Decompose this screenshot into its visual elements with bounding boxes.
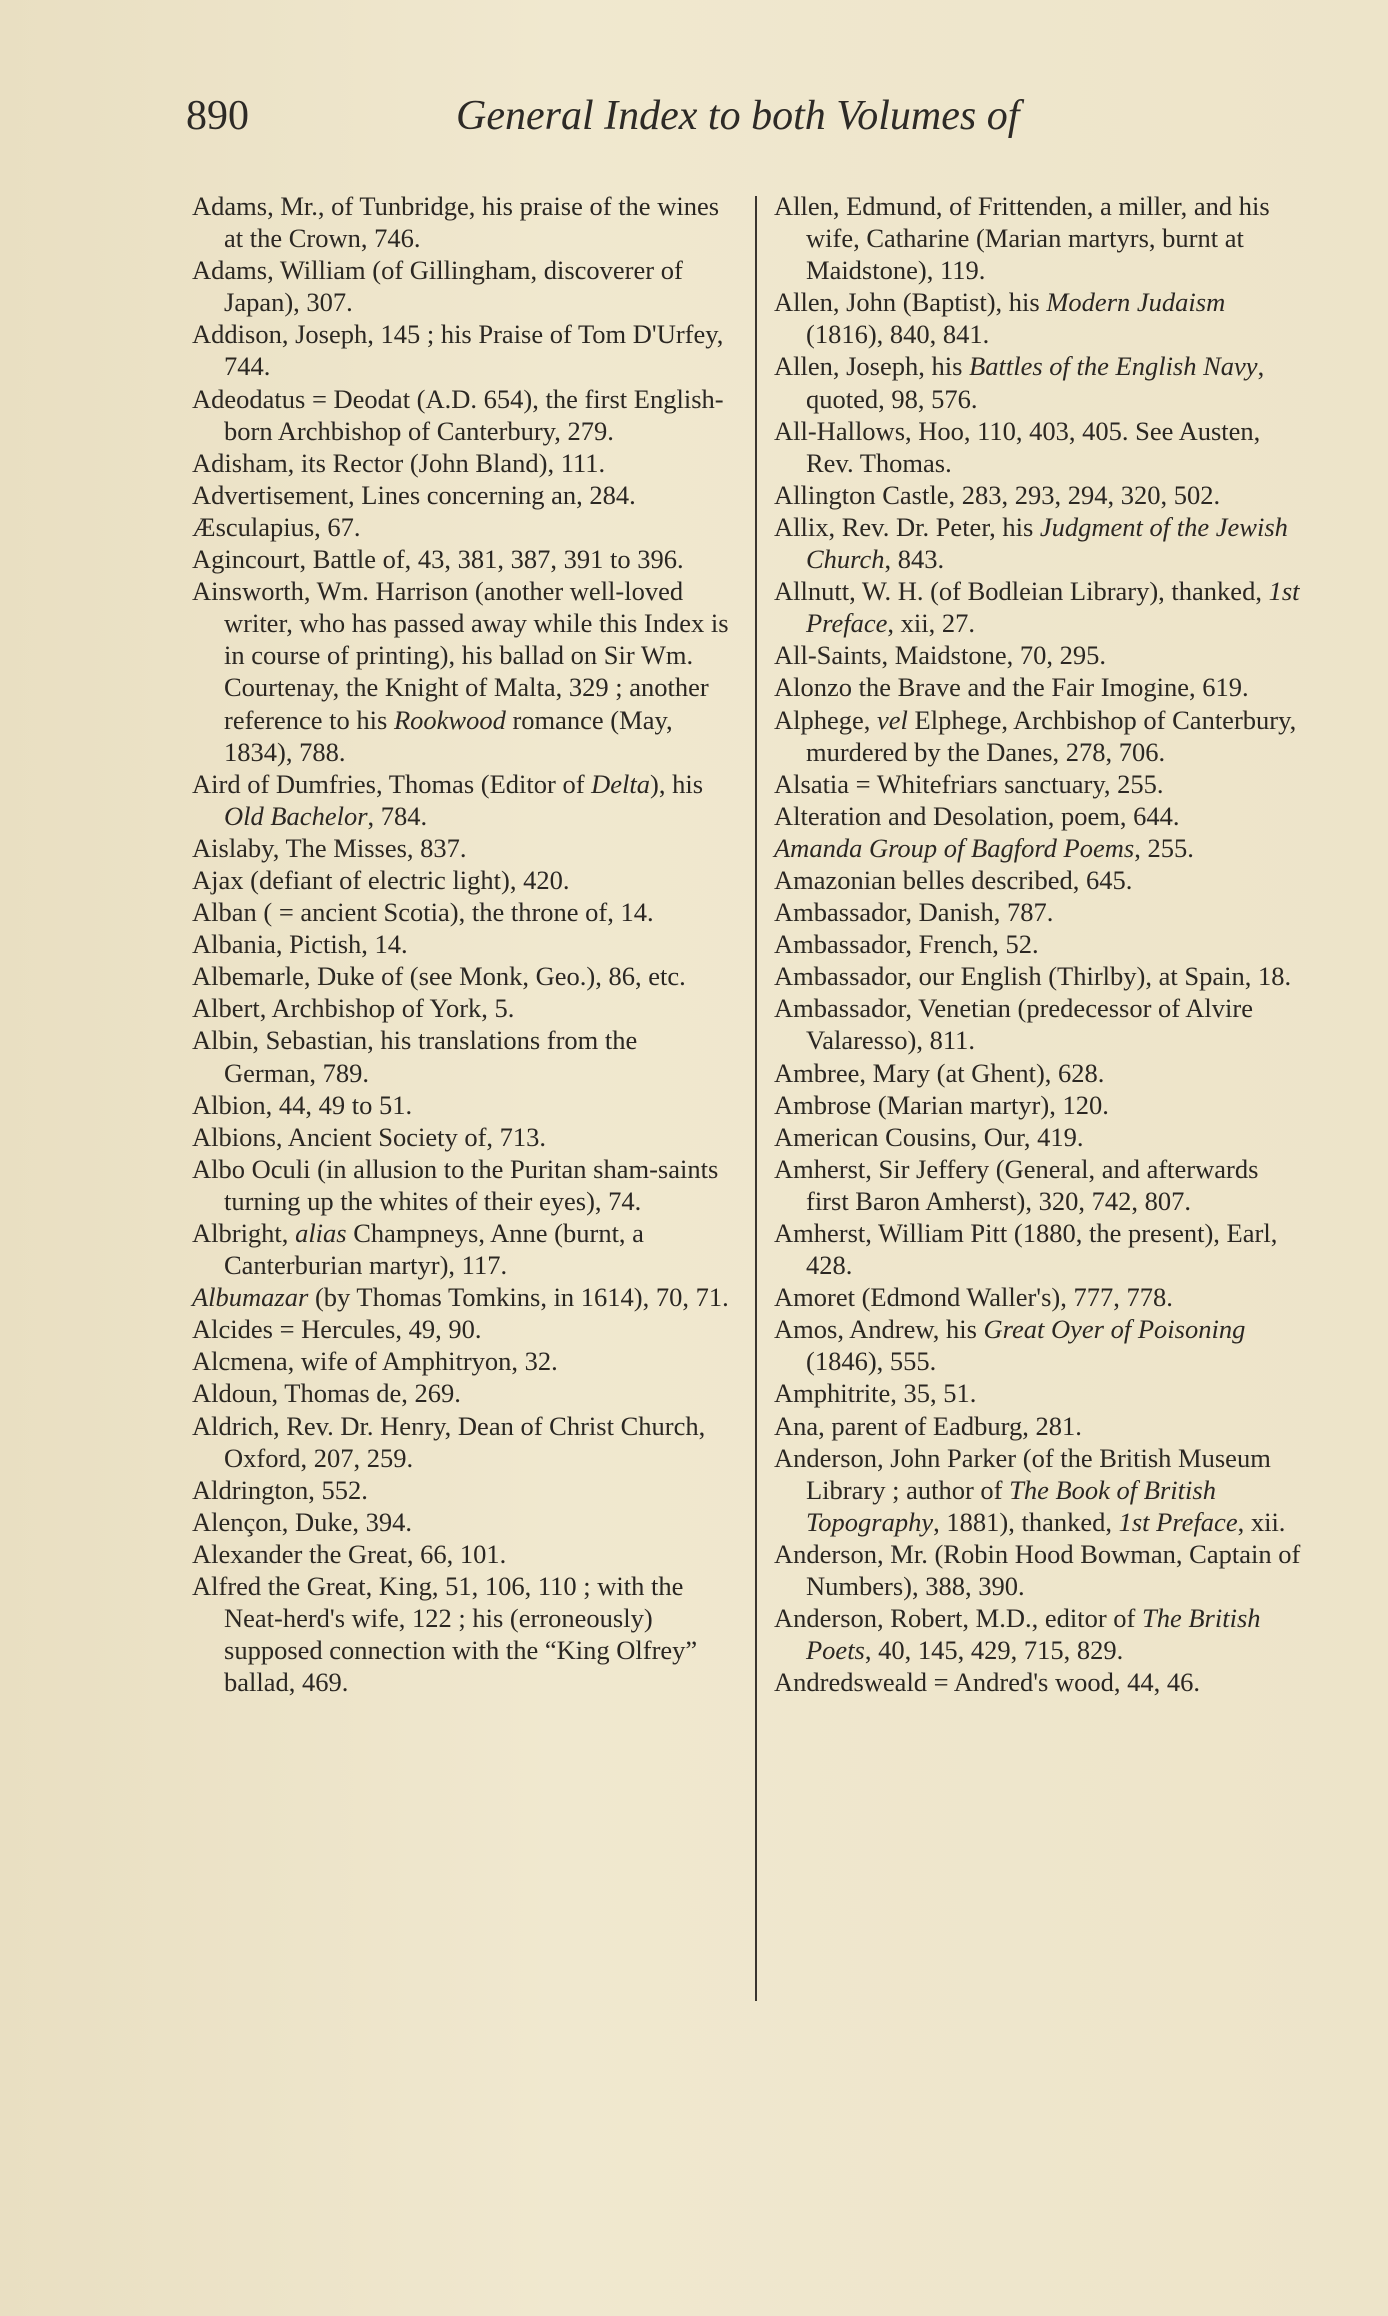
index-entry: Alonzo the Brave and the Fair Imogine, 619. (774, 672, 1249, 703)
index-entry: Allix, Rev. Dr. Peter, his Judgment of the Jewish Church, 843. (774, 511, 1288, 575)
index-entry: Adams, Mr., of Tunbridge, his praise of the wines at the Crown, 746. (192, 191, 720, 254)
index-entry: Ambrose (Marian martyr), 120. (774, 1089, 1109, 1120)
index-entry: Albert, Archbishop of York, 5. (192, 993, 515, 1024)
index-entry: Adisham, its Rector (John Bland), 111. (192, 447, 606, 478)
index-entry: Albin, Sebastian, his translations from the German, 789. (192, 1025, 638, 1088)
index-entry: Ambassador, our English (Thirlby), at Spain, 18. (774, 961, 1292, 992)
index-entry: Alençon, Duke, 394. (192, 1506, 413, 1537)
index-entry: Alphege, vel Elphege, Archbishop of Canterbury, murdered by the Danes, 278, 706. (774, 704, 1297, 767)
index-entry: Ambassador, Danish, 787. (774, 897, 1054, 928)
index-entry: Anderson, Robert, M.D., editor of The British Poets, 40, 145, 429, 715, 829. (774, 1603, 1261, 1666)
index-entry: American Cousins, Our, 419. (774, 1121, 1084, 1152)
index-entry: Allen, Joseph, his Battles of the English Navy, quoted, 98, 576. (774, 351, 1265, 414)
page-header (0, 92, 1388, 152)
index-entry: Albumazar (by Thomas Tomkins, in 1614), 70, 71. (192, 1282, 729, 1313)
index-entry: Allington Castle, 283, 293, 294, 320, 502. (774, 479, 1221, 510)
index-entry: Aldrington, 552. (192, 1474, 368, 1505)
index-entry: Anderson, John Parker (of the British Museum Library ; author of The Book of British Topography, 1881), thanked, 1st Preface, xii. (774, 1442, 1286, 1537)
index-entry: Ajax (defiant of electric light), 420. (192, 864, 570, 895)
index-entry: Aldrich, Rev. Dr. Henry, Dean of Christ Church, Oxford, 207, 259. (192, 1410, 706, 1473)
page-number: 890 (186, 93, 249, 139)
index-entry: Amanda Group of Bagford Poems, 255. (774, 832, 1194, 863)
index-entry: Allen, Edmund, of Frittenden, a miller, and his wife, Catharine (Marian martyrs, burnt at Maidstone), 119. (774, 191, 1270, 286)
index-entry: Anderson, Mr. (Robin Hood Bowman, Captain of Numbers), 388, 390. (774, 1538, 1301, 1602)
index-entry: Aird of Dumfries, Thomas (Editor of Delta), his Old Bachelor, 784. (192, 768, 704, 831)
index-column-right (774, 190, 1304, 1698)
index-entry: Albo Oculi (in allusion to the Puritan sham-saints turning up the whites of their eyes), 74. (192, 1153, 719, 1216)
index-entry: Ana, parent of Eadburg, 281. (774, 1410, 1082, 1441)
index-entry: Aislaby, The Misses, 837. (192, 832, 467, 863)
index-entry: Alsatia = Whitefriars sanctuary, 255. (774, 768, 1164, 799)
column-divider (755, 196, 757, 2001)
index-entry: Andredsweald = Andred's wood, 44, 46. (774, 1667, 1200, 1698)
index-entry: Amazonian belles described, 645. (774, 864, 1133, 895)
index-entry: Amos, Andrew, his Great Oyer of Poisoning (1846), 555. (774, 1314, 1246, 1377)
index-entry: Amherst, William Pitt (1880, the present), Earl, 428. (774, 1218, 1278, 1281)
index-entry: Amherst, Sir Jeffery (General, and afterwards first Baron Amherst), 320, 742, 807. (774, 1153, 1259, 1216)
index-entry: Alteration and Desolation, poem, 644. (774, 800, 1180, 831)
index-entry: Amphitrite, 35, 51. (774, 1378, 977, 1409)
index-entry: Ambree, Mary (at Ghent), 628. (774, 1057, 1105, 1088)
index-entry: Adeodatus = Deodat (A.D. 654), the first English-born Archbishop of Canterbury, 279. (192, 383, 724, 446)
index-entry: Alcmena, wife of Amphitryon, 32. (192, 1346, 558, 1377)
index-entry: Albright, alias Champneys, Anne (burnt, a Canterburian martyr), 117. (192, 1218, 644, 1281)
index-entry: All-Saints, Maidstone, 70, 295. (774, 640, 1106, 671)
index-entry: Allnutt, W. H. (of Bodleian Library), thanked, 1st Preface, xii, 27. (774, 576, 1300, 639)
index-entry: Adams, William (of Gillingham, discoverer of Japan), 307. (192, 255, 683, 318)
index-entry: Albania, Pictish, 14. (192, 929, 408, 960)
index-entry: Amoret (Edmond Waller's), 777, 778. (774, 1282, 1173, 1313)
index-entry: All-Hallows, Hoo, 110, 403, 405. See Austen, Rev. Thomas. (774, 415, 1261, 478)
index-column-left (192, 190, 732, 1698)
index-entry: Alcides = Hercules, 49, 90. (192, 1314, 482, 1345)
index-entry: Alfred the Great, King, 51, 106, 110 ; with the Neat-herd's wife, 122 ; his (erroneously) supposed connection with the “King Olfrey” ballad, 469. (192, 1571, 698, 1698)
index-entry: Albemarle, Duke of (see Monk, Geo.), 86, etc. (192, 961, 686, 992)
index-entry: Advertisement, Lines concerning an, 284. (192, 479, 636, 510)
running-title: General Index to both Volumes of (456, 93, 1020, 139)
index-entry: Albions, Ancient Society of, 713. (192, 1121, 547, 1152)
index-entry: Alban ( = ancient Scotia), the throne of, 14. (192, 897, 654, 928)
index-entry: Albion, 44, 49 to 51. (192, 1089, 413, 1120)
index-entry: Agincourt, Battle of, 43, 381, 387, 391 to 396. (192, 544, 684, 575)
index-entry: Addison, Joseph, 145 ; his Praise of Tom D'Urfey, 744. (192, 319, 724, 382)
index-entry: Alexander the Great, 66, 101. (192, 1538, 507, 1569)
index-entry: Aldoun, Thomas de, 269. (192, 1378, 461, 1409)
index-entry: Allen, John (Baptist), his Modern Judaism (1816), 840, 841. (774, 287, 1226, 350)
index-entry: Ambassador, Venetian (predecessor of Alvire Valaresso), 811. (774, 993, 1253, 1056)
index-entry: Ainsworth, Wm. Harrison (another well-loved writer, who has passed away while this Index is in course of printing), his ballad on Sir Wm. Courtenay, the Knight of Malta, 329 ; another reference to his Rookwood romance (May, 1834), 788. (192, 576, 729, 767)
index-entry: Ambassador, French, 52. (774, 929, 1039, 960)
index-entry: Æsculapius, 67. (192, 511, 361, 542)
